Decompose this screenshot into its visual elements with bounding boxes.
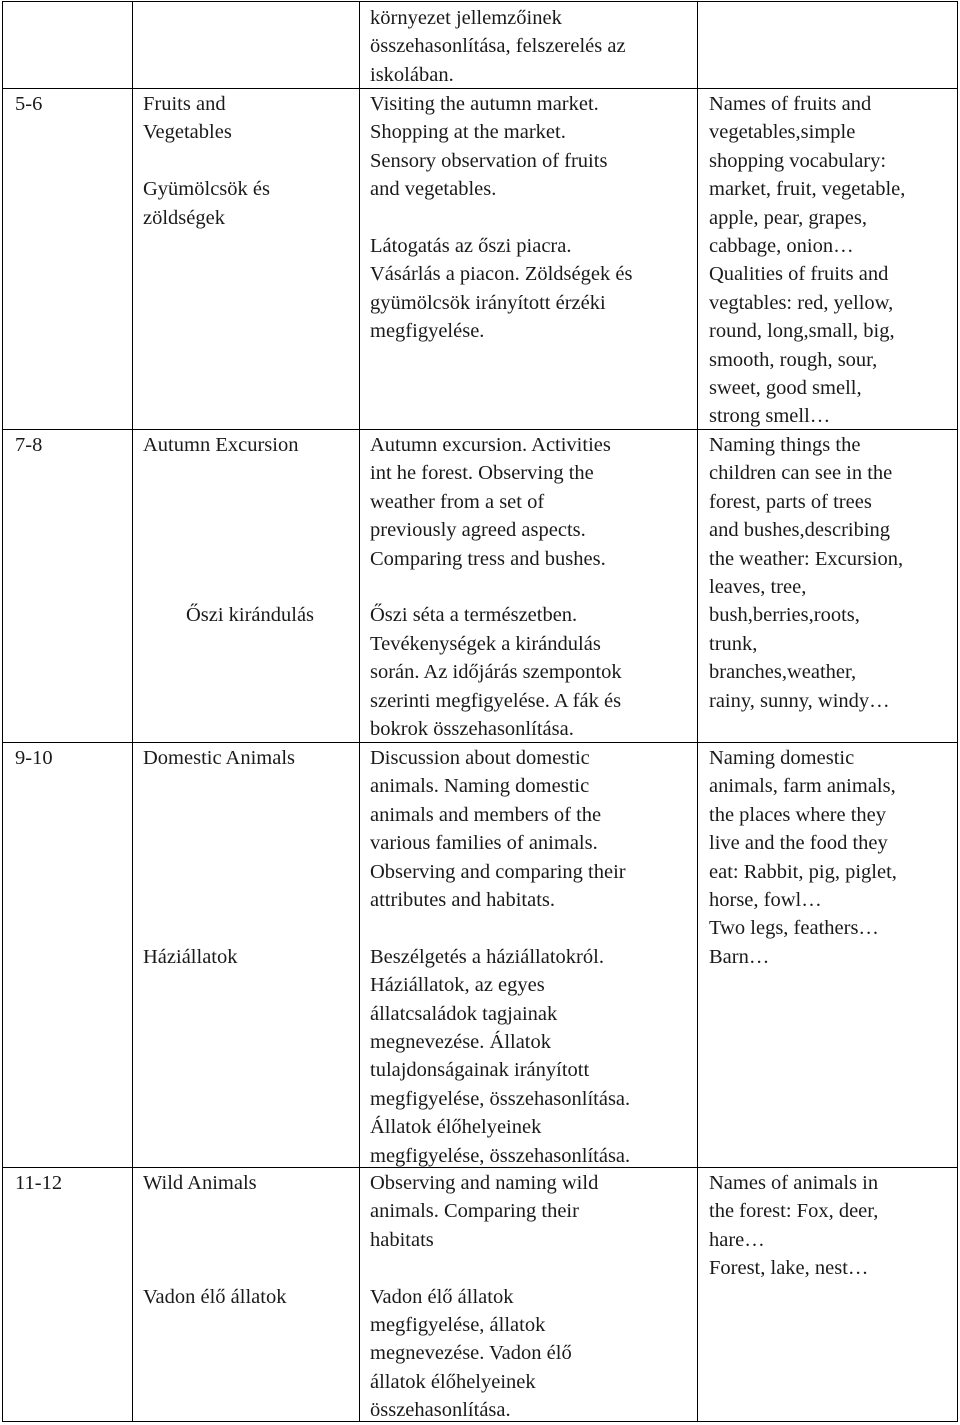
topic-cell — [143, 431, 357, 630]
topic-hungarian: Őszi kirándulás — [185, 604, 315, 627]
activities-hungarian: Vadon élő állatok megfigyelése, állatok megnevezése. Vadon élő állatok élőhelyeinek összehasonlítása. — [370, 1285, 572, 1422]
activities-english: Visiting the autumn market. Shopping at the market. Sensory observation of fruits and vegetables. — [370, 93, 608, 201]
lesson-number: 7-8 — [15, 434, 43, 456]
vocabulary-cell — [709, 744, 955, 971]
table-border-top — [2, 1, 958, 2]
vocabulary-text: Names of fruits and vegetables,simple shopping vocabulary: market, fruit, vegetable, apple, pear, grapes, cabbage, onion… Qualities of fruits and vegtables: red, yellow, round, long,small, big, smooth, rough, sour, sweet, good smell, strong smell… — [709, 93, 906, 428]
topic-hungarian: Vadon élő állatok — [143, 1285, 287, 1308]
topic-cell — [143, 1169, 357, 1311]
lesson-number-cell — [15, 431, 130, 459]
activities-cell — [370, 431, 695, 743]
table-border-left — [2, 1, 3, 1422]
topic-english: Domestic Animals — [143, 747, 296, 769]
vocabulary-cell — [709, 90, 955, 431]
vocabulary-text: Names of animals in the forest: Fox, deer, hare… Forest, lake, nest… — [709, 1172, 879, 1280]
activities-english: Observing and naming wild animals. Comparing their habitats — [370, 1172, 599, 1251]
table-border-right — [957, 1, 958, 1422]
activities-hungarian: Beszélgetés a háziállatokról. Háziállatok, az egyes állatcsaládok tagjainak megnevezése. Állatok tulajdonságainak irányított megfigyelése, összehasonlítása. Állatok élőhelyeinek megfigyelése, összehasonlítása. — [370, 945, 631, 1167]
lesson-number: 5-6 — [15, 93, 43, 115]
column-divider-3 — [697, 1, 698, 1422]
vocabulary-cell — [709, 1169, 955, 1283]
lesson-number: 9-10 — [15, 747, 53, 769]
column-divider-2 — [359, 1, 360, 1422]
activities-cell — [370, 4, 695, 89]
activities-cell — [370, 90, 695, 346]
vocabulary-text: Naming domestic animals, farm animals, the places where they live and the food they eat: Rabbit, pig, piglet, horse, fowl… Two legs, feathers… Barn… — [709, 747, 897, 968]
lesson-number-cell — [15, 744, 130, 772]
activities-english: Autumn excursion. Activities int he forest. Observing the weather from a set of previously agreed aspects. Comparing tress and bushes. — [370, 434, 611, 570]
topic-hungarian: Gyümölcsök és zöldségek — [143, 178, 270, 229]
activities-english: Discussion about domestic animals. Naming domestic animals and members of the various families of animals. Observing and comparing their attributes and habitats. — [370, 747, 626, 912]
activities-cell — [370, 744, 695, 1170]
lesson-number-cell — [15, 90, 130, 118]
topic-cell — [143, 744, 357, 971]
activities-hungarian: Látogatás az őszi piacra. Vásárlás a piacon. Zöldségek és gyümölcsök irányított érzéki megfigyelése. — [370, 235, 633, 343]
activities-hungarian: Őszi séta a természetben. Tevékenységek a kirándulás során. Az időjárás szempontok szerinti megfigyelése. A fák és bokrok összehasonlítása. — [370, 604, 622, 741]
topic-english: Fruits and Vegetables — [143, 93, 232, 144]
vocabulary-text: Naming things the children can see in the forest, parts of trees and bushes,describing the weather: Excursion, leaves, tree, bush,berries,roots, trunk, branches,weather, rainy, sunny, windy… — [709, 434, 904, 712]
vocabulary-cell — [709, 431, 955, 715]
topic-cell — [143, 90, 357, 232]
activities-hungarian: környezet jellemzőinek összehasonlítása, felszerelés az iskolában. — [370, 7, 626, 86]
topic-english: Wild Animals — [143, 1172, 257, 1194]
activities-cell — [370, 1169, 695, 1425]
lesson-number-cell — [15, 1169, 130, 1197]
column-divider-1 — [132, 1, 133, 1422]
topic-hungarian: Háziállatok — [143, 945, 238, 968]
topic-english: Autumn Excursion — [143, 434, 299, 456]
lesson-number: 11-12 — [15, 1172, 63, 1194]
